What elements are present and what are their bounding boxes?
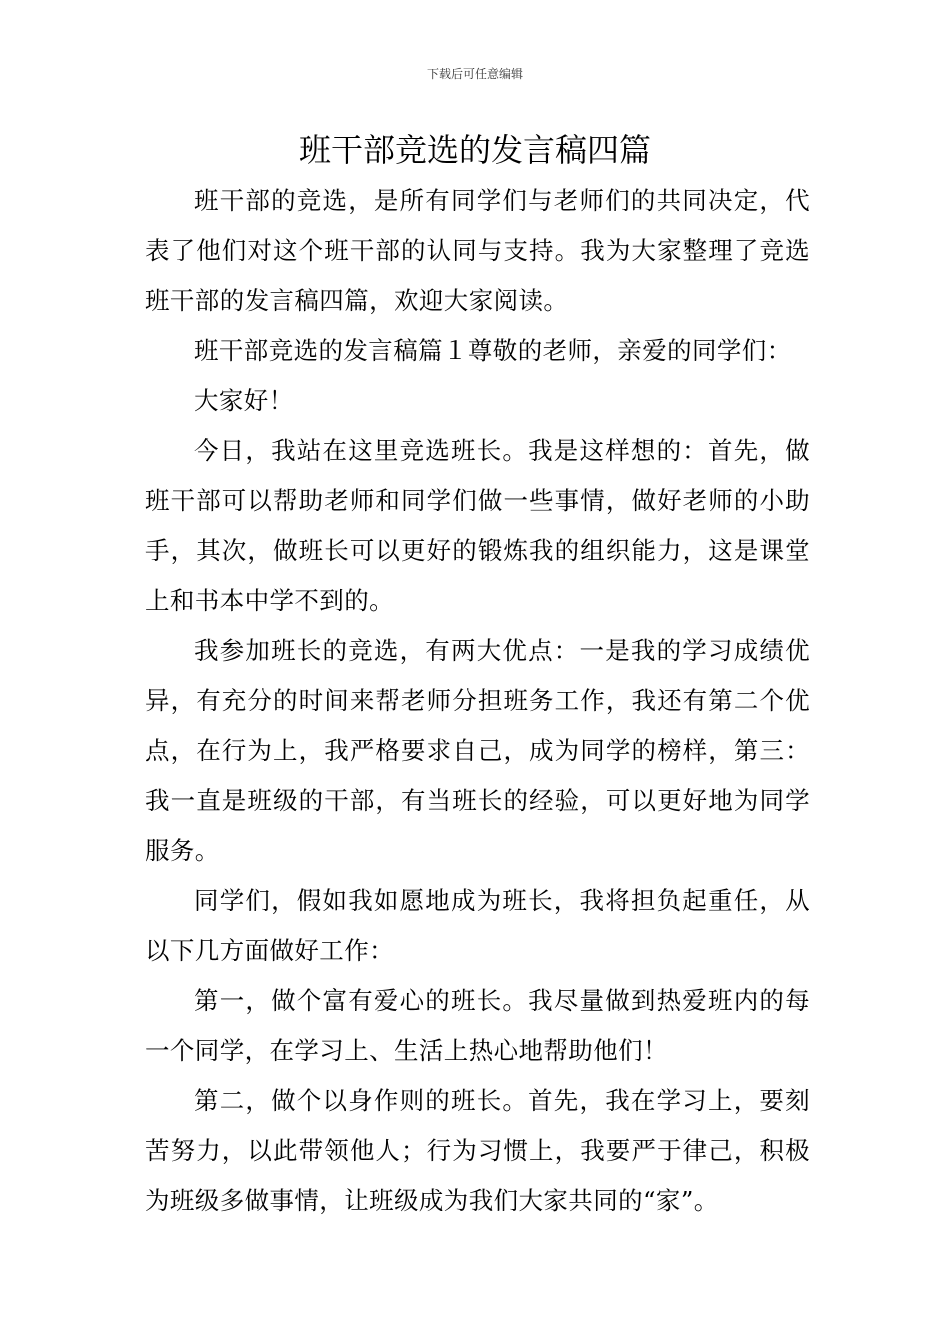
paragraph-strengths: 我参加班长的竞选，有两大优点：一是我的学习成绩优异，有充分的时间来帮老师分担班务工作，我还有第二个优点，在行为上，我严格要求自己，成为同学的榜样，第三：我一直是班级的干部，有当班长的经验，可以更好地为同学服务。 [145, 636, 810, 865]
document-title: 班干部竞选的发言稿四篇 [298, 131, 651, 169]
document-body [145, 176, 810, 1226]
paragraph-motivation: 今日，我站在这里竞选班长。我是这样想的：首先，做班干部可以帮助老师和同学们做一些事情，做好老师的小助手，其次，做班长可以更好的锻炼我的组织能力，这是课堂上和书本中学不到的。 [145, 436, 810, 615]
paragraph-plan-second: 第二，做个以身作则的班长。首先，我在学习上，要刻苦努力，以此带领他人；行为习惯上，我要严于律己，积极为班级多做事情，让班级成为我们大家共同的“家”。 [145, 1086, 810, 1215]
header-note: 下载后可任意编辑 [426, 67, 523, 81]
paragraph-greeting: 大家好！ [194, 386, 294, 415]
paragraph-intro: 班干部的竞选，是所有同学们与老师们的共同决定，代表了他们对这个班干部的认同与支持。我为大家整理了竞选班干部的发言稿四篇，欢迎大家阅读。 [145, 186, 810, 315]
paragraph-salutation: 班干部竞选的发言稿篇１尊敬的老师，亲爱的同学们： [194, 336, 792, 365]
paragraph-plan-first: 第一，做个富有爱心的班长。我尽量做到热爱班内的每一个同学，在学习上、生活上热心地帮助他们！ [145, 986, 810, 1065]
paragraph-plan-intro: 同学们，假如我如愿地成为班长，我将担负起重任，从以下几方面做好工作： [145, 886, 810, 965]
